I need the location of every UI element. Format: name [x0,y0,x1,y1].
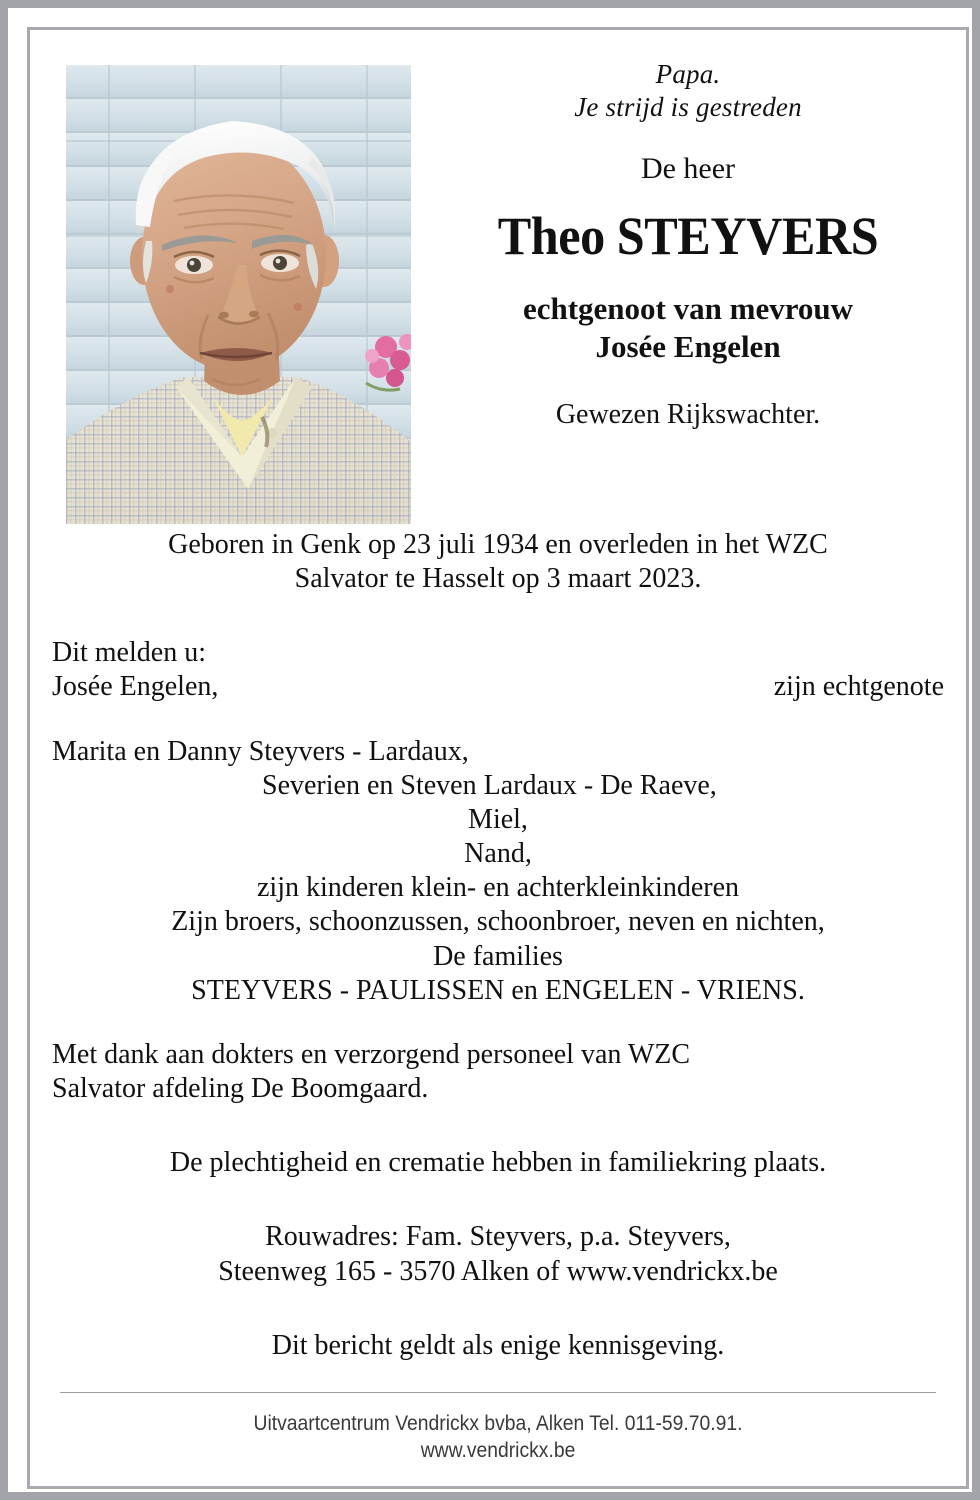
spacer [52,1180,944,1220]
motto-line-2: Je strijd is gestreden [574,92,802,123]
widow-row [52,670,944,704]
birth-death-block [52,528,944,596]
spacer [52,596,944,636]
mourning-address-line-1: Rouwadres: Fam. Steyvers, p.a. Steyvers, [265,1221,731,1253]
birth-death-line-2: Salvator te Hasselt op 3 maart 2023. [294,563,702,595]
motto-line-1: Papa. [655,59,721,89]
thanks-line-1: Met dank aan dokters en verzorgend personeel van WZC [52,1038,691,1070]
portrait-photo-image [66,65,411,524]
family-line-7: STEYVERS - PAULISSEN en ENGELEN - VRIENS. [191,974,805,1006]
funeral-home-footer [88,1410,909,1465]
family-line-4: zijn kinderen klein- en achterkleinkinderen [256,872,739,904]
spacer [52,1289,944,1329]
ceremony-text: De plechtigheid en crematie hebben in familiekring plaats. [169,1147,827,1179]
family-line-0: Marita en Danny Steyvers - Lardaux, [52,735,469,767]
footer-divider [60,1392,936,1393]
thanks-line-2: Salvator afdeling De Boomgaard. [52,1073,429,1105]
family-line-3: Nand, [464,838,532,870]
honorific: De heer [640,151,736,185]
profession: Gewezen Rijkswachter. [555,398,821,430]
birth-death-line-1: Geboren in Genk op 23 juli 1934 en overleden in het WZC [168,529,828,560]
family-line-6: De families [433,940,563,972]
motto [428,58,948,125]
obituary-card [30,30,966,1486]
portrait-photo [66,65,411,524]
body-column [52,528,944,1363]
funeral-home-website: www.vendrickx.be [420,1439,576,1463]
spouse-block [428,290,948,366]
spouse-name: Josée Engelen [595,329,781,365]
mourning-address-line-2: Steenweg 165 - 3570 Alken of www.vendrickx.be [218,1255,778,1287]
announcement-intro: Dit melden u: [52,637,206,669]
spacer [52,1106,944,1146]
widow-relation: zijn echtgenote [773,671,944,703]
spouse-label: echtgenoot van mevrouw [522,291,854,327]
single-notice-text: Dit bericht geldt als enige kennisgeving. [271,1329,725,1361]
family-line-5: Zijn broers, schoonzussen, schoonbroer, neven en nichten, [171,906,825,938]
spacer [52,705,944,735]
family-line-1: Severien en Steven Lardaux - De Raeve, [262,769,717,801]
deceased-name: Theo STEYVERS [497,205,879,266]
widow-name: Josée Engelen, [52,671,219,703]
funeral-home-contact: Uitvaartcentrum Vendrickx bvba, Alken Tel. 011-59.70.91. [253,1412,743,1435]
header-column [428,58,948,432]
spacer [52,1008,944,1038]
family-line-2: Miel, [468,803,528,835]
